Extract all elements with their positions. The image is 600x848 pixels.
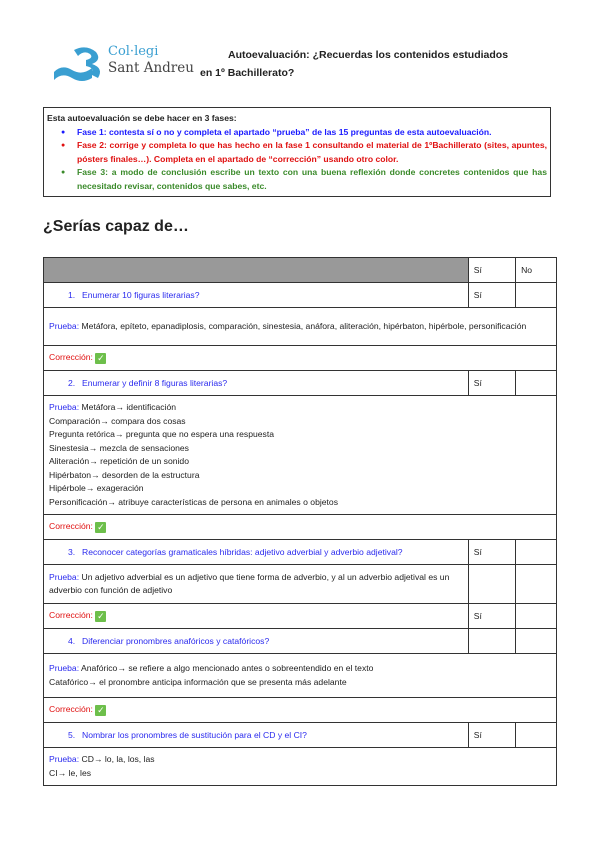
prueba-line: Metáfora, epíteto, epanadiplosis, comparación, sinestesia, anáfora, aliteración, hipérbaton, hipérbole, personificación — [81, 320, 527, 331]
prueba-line: Anafórico→ se refiere a algo mencionado antes o sobreentendido en el texto — [81, 663, 374, 673]
correccion-no-cell[interactable] — [516, 604, 557, 629]
prueba-line: Sinestesia→ mezcla de sensaciones — [49, 442, 189, 453]
correccion-field[interactable] — [44, 604, 469, 629]
correccion-label: Corrección: — [49, 521, 93, 532]
prueba-line: Aliteración→ repetición de un sonido — [49, 456, 189, 466]
answer-si-cell[interactable] — [468, 629, 515, 654]
prueba-field[interactable] — [44, 654, 557, 698]
prueba-row — [44, 308, 557, 346]
prueba-line: CD→ lo, la, los, las — [81, 754, 155, 764]
correccion-row — [44, 604, 557, 629]
question-row — [44, 371, 557, 396]
prueba-field[interactable] — [44, 308, 557, 346]
correccion-si-cell[interactable]: Sí — [468, 604, 515, 629]
phase-1: ● Fase 1: contesta sí o no y completa el apartado “prueba” de las 15 preguntas de esta autoevaluación. — [63, 126, 547, 140]
instructions-box — [43, 107, 551, 197]
phase-2: ● Fase 2: corrige y completa lo que has hecho en la fase 1 consultando el material de 1ºBachillerato (sites, apuntes, pósters finales…). Completa en el apartado de “corrección” usando otro color. — [63, 139, 547, 166]
question-text: Reconocer categorías gramaticales híbridas: adjetivo adverbial y adverbio adjetival? — [82, 547, 403, 557]
prueba-row — [44, 396, 557, 515]
prueba-line: Catafórico→ el pronombre anticipa información que se presenta más adelante — [49, 676, 347, 687]
check-mark-icon: ✓ — [97, 610, 105, 621]
answer-no-cell[interactable] — [516, 283, 557, 308]
title-line1: Autoevaluación: ¿Recuerdas los contenidos estudiados — [228, 49, 509, 61]
prueba-row — [44, 565, 557, 604]
title-line2: en 1º Bachillerato? — [200, 67, 295, 79]
header-no: No — [516, 258, 557, 283]
answer-si-cell[interactable]: Sí — [468, 283, 515, 308]
question-number: 5. — [68, 730, 76, 740]
check-mark-icon: ✓ — [97, 704, 105, 715]
question-number: 3. — [68, 547, 76, 557]
prueba-line: Pregunta retórica→ pregunta que no espera una respuesta — [49, 429, 275, 439]
question-text: Nombrar los pronombres de sustitución para el CD y el CI? — [82, 730, 307, 740]
prueba-line: Comparación→ compara dos cosas — [49, 415, 186, 426]
prueba-line: Personificación→ atribuye características de persona en animales o objetos — [49, 496, 338, 507]
questions-table — [43, 257, 557, 786]
header-si: Sí — [468, 258, 515, 283]
prueba-row — [44, 654, 557, 698]
answer-no-cell[interactable] — [516, 723, 557, 748]
prueba-field[interactable] — [44, 396, 557, 515]
answer-si-cell[interactable]: Sí — [468, 723, 515, 748]
check-mark-icon: ✓ — [97, 521, 105, 532]
prueba-label: Prueba: — [49, 754, 80, 764]
question-number: 2. — [68, 378, 76, 388]
answer-si-cell[interactable]: Sí — [468, 540, 515, 565]
correccion-label: Corrección: — [49, 704, 93, 715]
answer-no-cell[interactable] — [516, 371, 557, 396]
school-name — [108, 44, 194, 76]
logo-line1: Col·legi — [108, 44, 159, 59]
question-row — [44, 540, 557, 565]
answer-no-cell[interactable] — [516, 629, 557, 654]
question-row — [44, 629, 557, 654]
correccion-row — [44, 698, 557, 723]
prueba-label: Prueba: — [49, 663, 80, 673]
correccion-field[interactable] — [44, 515, 557, 540]
correccion-field[interactable] — [44, 346, 557, 371]
correccion-field[interactable] — [44, 698, 557, 723]
instructions-intro: Esta autoevaluación se debe hacer en 3 fases: — [47, 113, 237, 123]
prueba-label: Prueba: — [49, 402, 80, 412]
answer-si-cell[interactable]: Sí — [468, 371, 515, 396]
check-mark-icon: ✓ — [97, 352, 105, 363]
document-title — [200, 46, 508, 82]
prueba-line: CI→ le, les — [49, 767, 92, 778]
question-row — [44, 283, 557, 308]
question-text: Enumerar y definir 8 figuras literarias? — [82, 378, 228, 388]
correccion-row — [44, 515, 557, 540]
prueba-label: Prueba: — [49, 571, 80, 582]
question-text: Diferenciar pronombres anafóricos y catafóricos? — [82, 636, 270, 646]
answer-no-cell[interactable] — [516, 540, 557, 565]
prueba-line: Metáfora→ identificación — [81, 402, 177, 412]
section-title: ¿Serías capaz de… — [43, 218, 189, 235]
prueba-field[interactable] — [44, 748, 557, 786]
question-row — [44, 723, 557, 748]
logo-line2: Sant Andreu — [108, 60, 194, 76]
question-number: 4. — [68, 636, 76, 646]
prueba-row — [44, 748, 557, 786]
prueba-line: Hipérbaton→ desorden de la estructura — [49, 469, 200, 480]
phase-3: ● Fase 3: a modo de conclusión escribe un texto con una buena reflexión donde concretes contenidos que has necesitado revisar, contenidos que sabes, etc. — [63, 166, 547, 193]
question-number: 1. — [68, 290, 76, 300]
table-header — [44, 258, 557, 283]
correccion-row — [44, 346, 557, 371]
prueba-label: Prueba: — [49, 320, 80, 331]
correccion-label: Corrección: — [49, 610, 93, 621]
prueba-line: Hipérbole→ exageración — [49, 483, 144, 493]
prueba-line: Un adjetivo adverbial es un adjetivo que tiene forma de adverbio, y al un adverbio adjetival es un adverbio con función de adjetivo — [49, 571, 450, 595]
correccion-label: Corrección: — [49, 352, 93, 363]
question-text: Enumerar 10 figuras literarias? — [82, 290, 200, 300]
prueba-field[interactable] — [44, 565, 469, 604]
